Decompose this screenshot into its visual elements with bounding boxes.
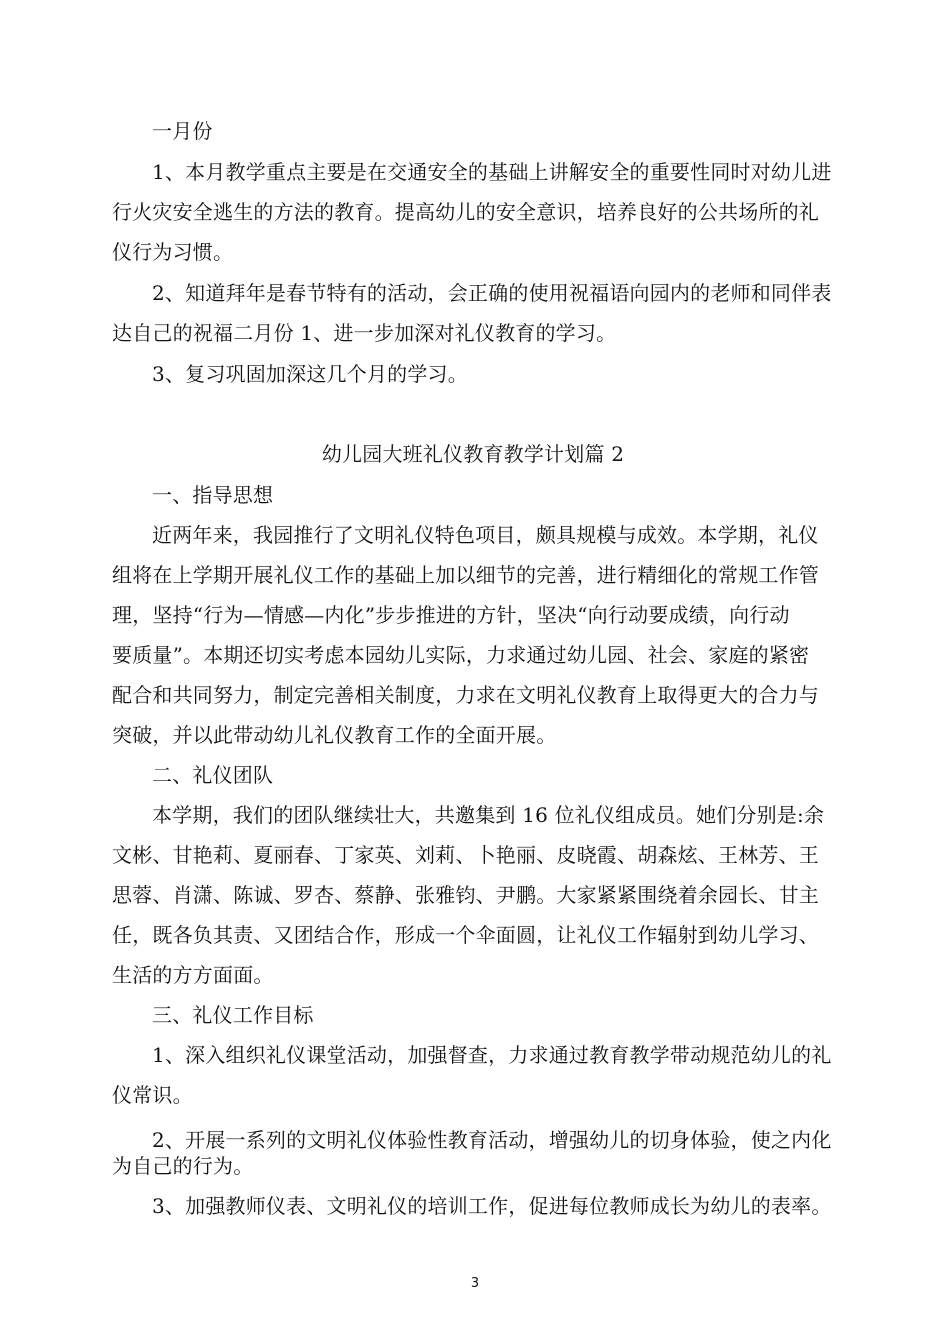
paragraph-line: 文彬、甘艳莉、夏丽春、丁家英、刘莉、卜艳丽、皮晓霞、胡森炫、王林芳、王 [112, 843, 819, 867]
paragraph-line: 1、深入组织礼仪课堂活动，加强督查，力求通过教育教学带动规范幼儿的礼 [152, 1043, 832, 1067]
paragraph-line: 2、知道拜年是春节特有的活动，会正确的使用祝福语向园内的老师和同伴表 [152, 281, 832, 305]
paragraph-line: 配合和共同努力，制定完善相关制度，力求在文明礼仪教育上取得更大的合力与 [112, 683, 819, 707]
paragraph-line: 为自己的行为。 [112, 1154, 254, 1178]
paragraph-line: 仪行为习惯。 [112, 240, 234, 264]
heading-etiquette-team: 二、礼仪团队 [152, 763, 274, 787]
month-heading-january: 一月份 [152, 119, 213, 143]
paragraph-line: 组将在上学期开展礼仪工作的基础上加以细节的完善，进行精细化的常规工作管 [112, 563, 819, 587]
paragraph-line: 1、本月教学重点主要是在交通安全的基础上讲解安全的重要性同时对幼儿进 [152, 160, 832, 184]
paragraph-line: 2、开展一系列的文明礼仪体验性教育活动，增强幼儿的切身体验，使之内化 [152, 1128, 832, 1152]
paragraph-line: 仪常识。 [112, 1083, 193, 1107]
paragraph-line: 3、加强教师仪表、文明礼仪的培训工作，促进每位教师成长为幼儿的表率。 [152, 1194, 832, 1218]
heading-guiding-ideology: 一、指导思想 [152, 483, 274, 507]
paragraph-line: 理，坚持“行为—情感—内化”步步推进的方针，坚决“向行动要成绩，向行动 [112, 603, 790, 627]
paragraph-line: 本学期，我们的团队继续壮大，共邀集到 16 位礼仪组成员。她们分别是:余 [152, 803, 825, 827]
section-title: 幼儿园大班礼仪教育教学计划篇 2 [321, 442, 625, 466]
paragraph-line: 行火灾安全逃生的方法的教育。提高幼儿的安全意识，培养良好的公共场所的礼 [112, 200, 819, 224]
paragraph-line: 要质量”。本期还切实考虑本园幼儿实际，力求通过幼儿园、社会、家庭的紧密 [112, 643, 810, 667]
heading-work-goals: 三、礼仪工作目标 [152, 1003, 314, 1027]
paragraph-line: 思蓉、肖潇、陈诚、罗杏、蔡静、张雅钧、尹鹏。大家紧紧围绕着余园长、甘主 [112, 883, 819, 907]
paragraph-line: 近两年来，我园推行了文明礼仪特色项目，颇具规模与成效。本学期，礼仪 [152, 523, 819, 547]
paragraph-line: 达自己的祝福二月份 1、进一步加深对礼仪教育的学习。 [112, 321, 617, 345]
paragraph-line: 3、复习巩固加深这几个月的学习。 [152, 362, 468, 386]
page-number: 3 [470, 1276, 480, 1291]
paragraph-line: 突破，并以此带动幼儿礼仪教育工作的全面开展。 [112, 723, 557, 747]
paragraph-line: 生活的方方面面。 [112, 963, 274, 987]
paragraph-line: 任，既各负其责、又团结合作，形成一个伞面圆，让礼仪工作辐射到幼儿学习、 [112, 923, 819, 947]
